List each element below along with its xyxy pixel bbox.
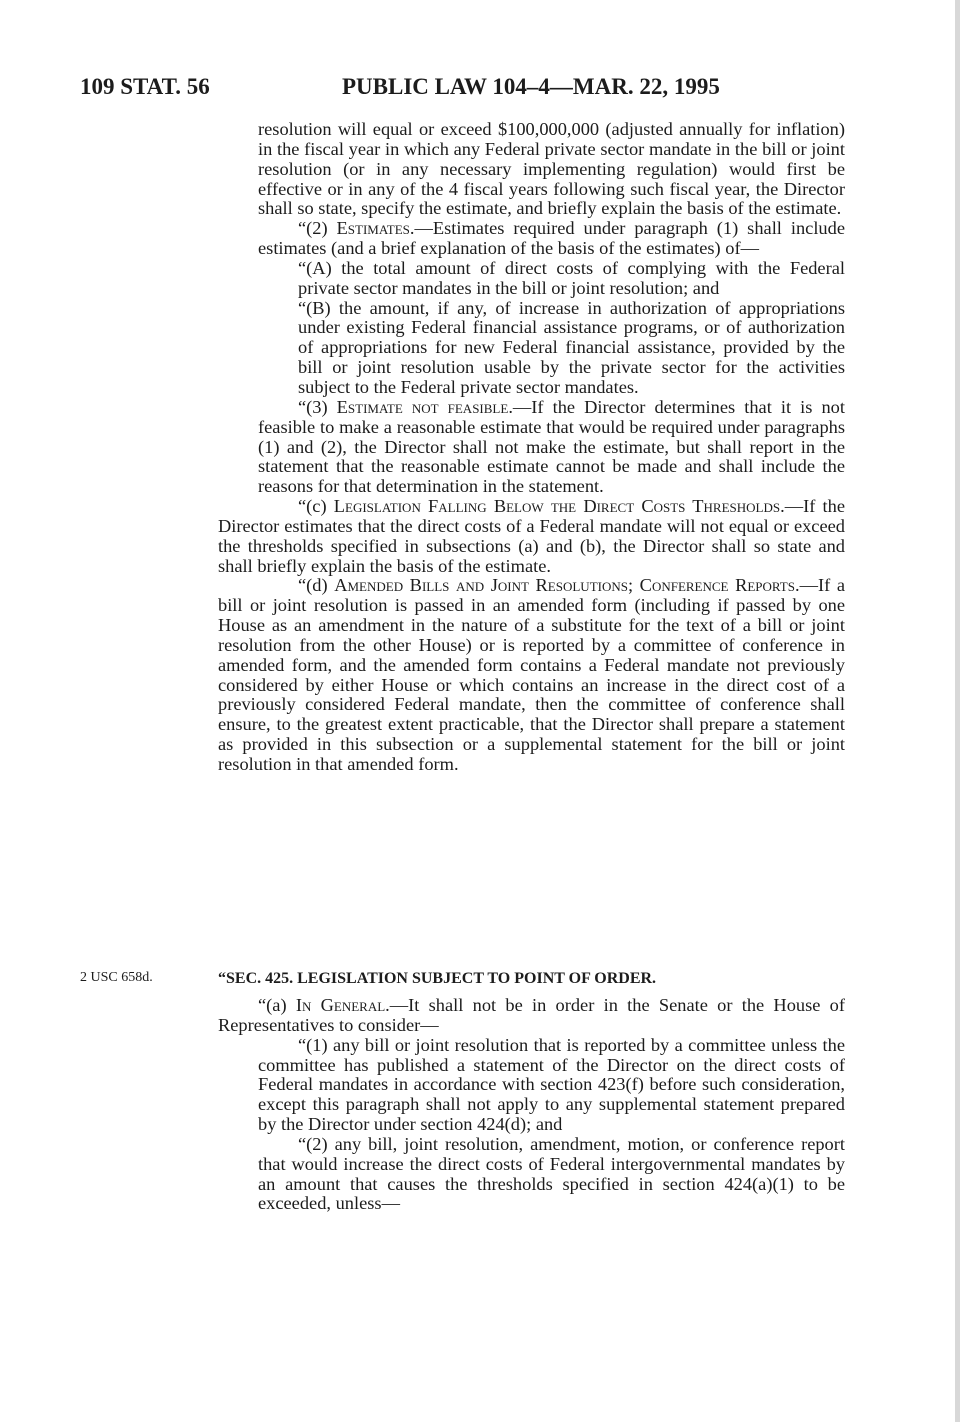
subsection-text: .—If the Director estimates that the direct costs of a Federal mandate will not equal or exceed the thresholds specified in subsections (a) and (b), the Director shall so state and shall briefly explain the basis of the estimate. [218, 496, 845, 576]
law-title: PUBLIC LAW 104–4—MAR. 22, 1995 [342, 74, 720, 99]
paragraph-label: “(3) [298, 396, 337, 417]
subsection-c [218, 497, 845, 576]
paragraph-2-estimates [258, 219, 845, 259]
paragraph-3-estimate-not-feasible [258, 398, 845, 497]
page-edge-shadow [955, 0, 960, 1422]
paragraph-continuation: resolution will equal or exceed $100,000,000 (adjusted annually for inflation) in the fiscal year in which any Federal private sector mandate in the bill or joint resolution (or in any necessary implementing regulation) would first be effective or in any of the 4 fiscal years following such fiscal year, the Director shall so state, specify the estimate, and briefly explain the basis of the estimate. [258, 119, 845, 219]
subparagraph-b: “(B) the amount, if any, of increase in authorization of appropriations under existing Federal financial assistance programs, or of authorization of appropriations for new Federal financial assistance, provided by the bill or joint resolution usable by the private sector for the activities subject to the Federal private sector mandates. [298, 297, 845, 397]
subparagraph-a: “(A) the total amount of direct costs of complying with the Federal private sector mandates in the bill or joint resolution; and [298, 257, 845, 298]
paragraph-1: “(1) any bill or joint resolution that is reported by a committee unless the committee has published a statement of the Director on the direct costs of Federal mandates in accordance with section 423(f) before such consideration, except this paragraph shall not apply to any supplemental statement prepared by the Director under section 424(d); and [258, 1034, 845, 1135]
subsection-label: “(d) [298, 575, 335, 596]
subsection-heading: Legislation Falling Below the Direct Costs Thresholds [333, 496, 781, 517]
subsection-label: “(c) [298, 496, 334, 517]
paragraph-heading: Estimate not feasible [336, 396, 509, 417]
subsection-heading: Amended Bills and Joint Resolutions; Conference Reports [334, 575, 795, 596]
subsection-text: .—If a bill or joint resolution is passed in an amended form (including if passed by one House as an amendment in the nature of a substitute for the text of a bill or joint resolution from the other House) or is reported by a committee of conference in amended form, and the amended form contains a Federal mandate not previously considered by either House or which contains an increase in the direct cost of a previously considered Federal mandate, then the committee of conference shall ensure, to the greatest extent practicable, that the Director shall prepare a statement as provided in this subsection or a supplemental statement for the bill or joint resolution in that amended form. [218, 575, 845, 774]
subsection-a [218, 996, 845, 1036]
subsection-label: “(a) [258, 995, 296, 1015]
section-heading: “SEC. 425. LEGISLATION SUBJECT TO POINT OF ORDER. [218, 970, 657, 987]
paragraph-text: .—Estimates required under paragraph (1) shall include estimates (and a brief explanation of the basis of the estimates) of— [258, 218, 845, 259]
subsection-heading: In General [295, 995, 386, 1015]
paragraph-heading: Estimates [336, 218, 410, 239]
statute-text [218, 119, 845, 775]
page-folio: 109 STAT. 56 [80, 74, 210, 99]
paragraph-2: “(2) any bill, joint resolution, amendment, motion, or conference report that would increase the direct costs of Federal intergovernmental mandates by an amount that causes the thresholds specified in section 424(a)(1) to be exceeded, unless— [258, 1133, 845, 1214]
running-head [80, 74, 840, 104]
subsection-d [218, 576, 845, 774]
usc-margin-note: 2 USC 658d. [80, 970, 153, 985]
section-425-text [218, 996, 845, 1214]
subsection-text: .—It shall not be in order in the Senate or the House of Representatives to consider— [218, 995, 846, 1035]
paragraph-text: .—If the Director determines that it is not feasible to make a reasonable estimate that would be required under paragraphs (1) and (2), the Director shall not make the estimate, but shall report in the statement that the reasonable estimate cannot be made and shall include the reasons for that determination in the statement. [258, 396, 845, 497]
paragraph-label: “(2) [298, 218, 337, 239]
